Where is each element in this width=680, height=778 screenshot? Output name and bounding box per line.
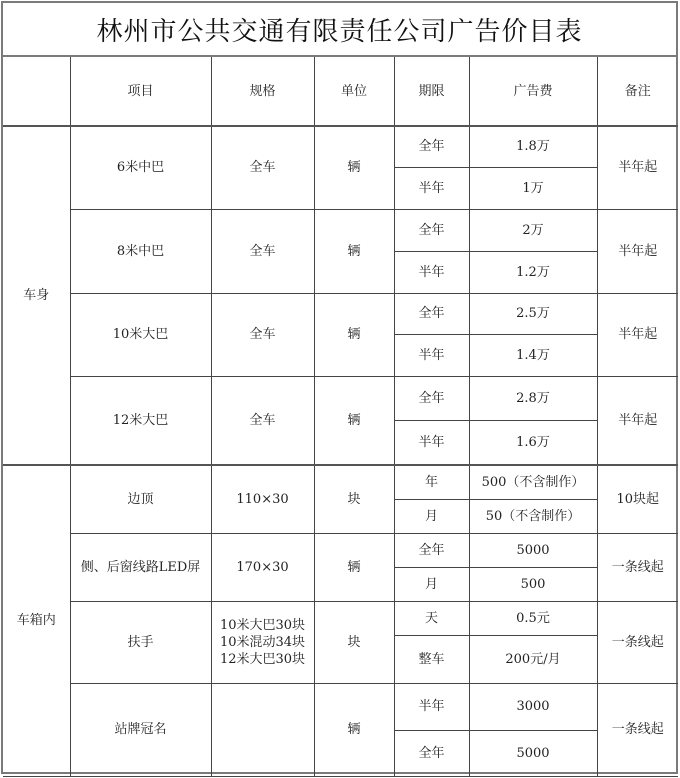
period-cell: 半年 <box>394 167 469 209</box>
item-cell: 10米大巴 <box>70 293 211 376</box>
unit-cell: 块 <box>314 465 394 533</box>
note-cell: 一条线起 <box>597 683 678 776</box>
period-cell: 半年 <box>394 683 469 730</box>
spec-cell: 全车 <box>211 376 314 465</box>
note-cell: 10块起 <box>597 465 678 533</box>
fee-cell: 5000 <box>469 730 597 776</box>
fee-cell: 2.5万 <box>469 293 597 334</box>
period-cell: 全年 <box>394 126 469 167</box>
unit-cell: 辆 <box>314 126 394 209</box>
period-cell: 全年 <box>394 209 469 251</box>
table-row <box>3 126 678 167</box>
price-table <box>3 57 678 777</box>
table-row <box>3 601 678 635</box>
unit-cell: 辆 <box>314 376 394 465</box>
item-cell: 8米中巴 <box>70 209 211 293</box>
fee-cell: 1.6万 <box>469 420 597 465</box>
period-cell: 半年 <box>394 334 469 376</box>
note-cell: 半年起 <box>597 376 678 465</box>
fee-cell: 50（不含制作） <box>469 499 597 533</box>
fee-cell: 1万 <box>469 167 597 209</box>
period-cell: 月 <box>394 567 469 601</box>
spec-line: 10米混动34块 <box>219 634 306 650</box>
item-cell: 侧、后窗线路LED屏 <box>70 533 211 601</box>
header-note: 备注 <box>597 57 678 126</box>
note-cell: 半年起 <box>597 126 678 209</box>
unit-cell: 辆 <box>314 293 394 376</box>
note-cell: 半年起 <box>597 209 678 293</box>
item-cell: 6米中巴 <box>70 126 211 209</box>
category-cell: 车身 <box>3 126 70 465</box>
note-cell: 半年起 <box>597 293 678 376</box>
fee-cell: 500（不含制作） <box>469 465 597 499</box>
period-cell: 全年 <box>394 376 469 420</box>
spec-cell: 全车 <box>211 293 314 376</box>
note-cell: 一条线起 <box>597 533 678 601</box>
table-row <box>3 533 678 567</box>
table-row <box>3 209 678 251</box>
spec-line: 12米大巴30块 <box>219 651 306 667</box>
period-cell: 整车 <box>394 635 469 683</box>
period-cell: 天 <box>394 601 469 635</box>
period-cell: 全年 <box>394 293 469 334</box>
spec-line: 10米大巴30块 <box>219 617 306 633</box>
fee-cell: 1.8万 <box>469 126 597 167</box>
unit-cell: 辆 <box>314 533 394 601</box>
unit-cell: 辆 <box>314 683 394 776</box>
table-row <box>3 683 678 730</box>
table-row <box>3 293 678 334</box>
item-cell: 站牌冠名 <box>70 683 211 776</box>
period-cell: 半年 <box>394 251 469 293</box>
item-cell: 扶手 <box>70 601 211 683</box>
unit-cell: 辆 <box>314 209 394 293</box>
header-category <box>3 57 70 126</box>
fee-cell: 200元/月 <box>469 635 597 683</box>
table-row <box>3 376 678 420</box>
period-cell: 全年 <box>394 533 469 567</box>
header-row <box>3 57 678 126</box>
fee-cell: 1.2万 <box>469 251 597 293</box>
spec-cell: 全车 <box>211 126 314 209</box>
header-fee: 广告费 <box>469 57 597 126</box>
spec-cell <box>211 601 314 683</box>
item-cell: 12米大巴 <box>70 376 211 465</box>
fee-cell: 3000 <box>469 683 597 730</box>
note-cell: 一条线起 <box>597 601 678 683</box>
spec-cell: 全车 <box>211 209 314 293</box>
fee-cell: 1.4万 <box>469 334 597 376</box>
period-cell: 月 <box>394 499 469 533</box>
fee-cell: 5000 <box>469 533 597 567</box>
fee-cell: 500 <box>469 567 597 601</box>
period-cell: 全年 <box>394 730 469 776</box>
period-cell: 半年 <box>394 420 469 465</box>
unit-cell: 块 <box>314 601 394 683</box>
fee-cell: 2万 <box>469 209 597 251</box>
header-unit: 单位 <box>314 57 394 126</box>
fee-cell: 0.5元 <box>469 601 597 635</box>
item-cell: 边顶 <box>70 465 211 533</box>
spec-cell <box>211 683 314 776</box>
price-sheet <box>1 1 678 774</box>
header-item: 项目 <box>70 57 211 126</box>
header-period: 期限 <box>394 57 469 126</box>
category-cell: 车箱内 <box>3 465 70 776</box>
spec-cell: 110×30 <box>211 465 314 533</box>
spec-cell: 170×30 <box>211 533 314 601</box>
header-spec: 规格 <box>211 57 314 126</box>
fee-cell: 2.8万 <box>469 376 597 420</box>
page-title: 林州市公共交通有限责任公司广告价目表 <box>3 3 676 57</box>
table-row <box>3 465 678 499</box>
period-cell: 年 <box>394 465 469 499</box>
